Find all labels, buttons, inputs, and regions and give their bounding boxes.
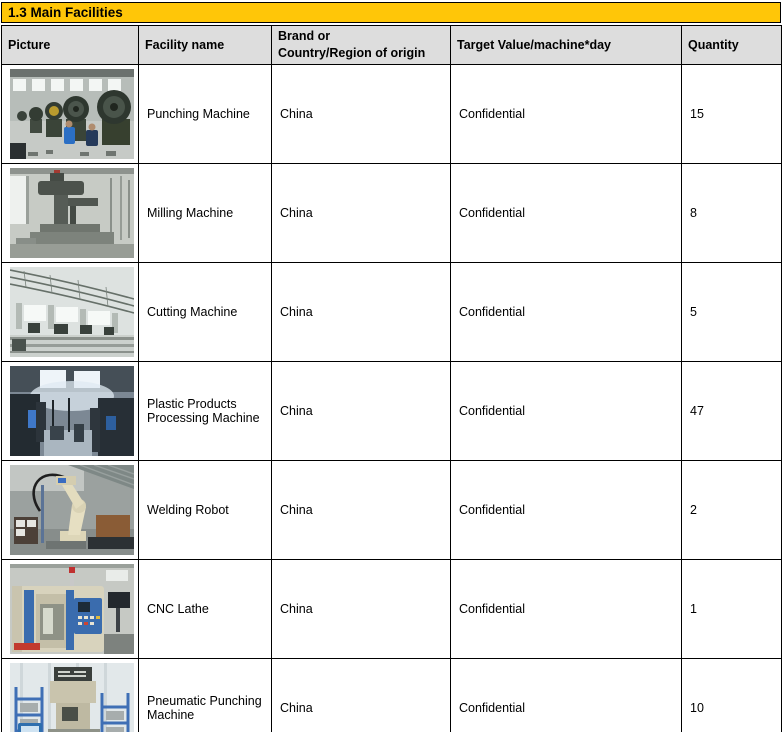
origin-cell: China — [272, 163, 451, 262]
origin-cell: China — [272, 262, 451, 361]
picture-cell — [2, 163, 139, 262]
table-row — [2, 658, 782, 732]
target-value-cell: Confidential — [451, 361, 682, 460]
origin-cell: China — [272, 361, 451, 460]
target-value-cell: Confidential — [451, 262, 682, 361]
table-row — [2, 262, 782, 361]
quantity-cell: 2 — [682, 460, 782, 559]
brand-origin-line1: Brand or — [278, 29, 331, 43]
table-row — [2, 163, 782, 262]
table-row — [2, 460, 782, 559]
picture-cell — [2, 64, 139, 163]
plastic-products-processing-machine-photo — [10, 366, 134, 456]
target-value-cell: Confidential — [451, 64, 682, 163]
section-title-bar — [1, 2, 781, 23]
punching-machine-photo — [10, 69, 134, 159]
facility-name-cell: Welding Robot — [139, 460, 272, 559]
target-value-cell: Confidential — [451, 163, 682, 262]
target-value-cell: Confidential — [451, 559, 682, 658]
quantity-cell: 1 — [682, 559, 782, 658]
header-row — [2, 26, 782, 65]
quantity-cell: 15 — [682, 64, 782, 163]
milling-machine-photo — [10, 168, 134, 258]
table-row — [2, 361, 782, 460]
quantity-cell: 5 — [682, 262, 782, 361]
target-value-cell: Confidential — [451, 658, 682, 732]
picture-cell — [2, 262, 139, 361]
picture-cell — [2, 460, 139, 559]
facility-name-cell: Plastic Products Processing Machine — [139, 361, 272, 460]
origin-cell: China — [272, 460, 451, 559]
pneumatic-punching-machine-photo — [10, 663, 134, 732]
table-row — [2, 559, 782, 658]
welding-robot-photo — [10, 465, 134, 555]
origin-cell: China — [272, 64, 451, 163]
facilities-table — [1, 25, 782, 732]
cutting-machine-photo — [10, 267, 134, 357]
picture-cell — [2, 559, 139, 658]
col-header-facility-name: Facility name — [139, 26, 272, 65]
quantity-cell: 47 — [682, 361, 782, 460]
brand-origin-line2: Country/Region of origin — [278, 45, 426, 60]
facility-name-cell: Cutting Machine — [139, 262, 272, 361]
picture-cell — [2, 658, 139, 732]
facility-name-cell: Punching Machine — [139, 64, 272, 163]
col-header-target-value: Target Value/machine*day — [451, 26, 682, 65]
origin-cell: China — [272, 658, 451, 732]
facility-name-cell: CNC Lathe — [139, 559, 272, 658]
col-header-picture: Picture — [2, 26, 139, 65]
facility-name-cell: Pneumatic Punching Machine — [139, 658, 272, 732]
origin-cell: China — [272, 559, 451, 658]
cnc-lathe-photo — [10, 564, 134, 654]
col-header-quantity: Quantity — [682, 26, 782, 65]
quantity-cell: 10 — [682, 658, 782, 732]
table-row — [2, 64, 782, 163]
section-title: 1.3 Main Facilities — [8, 5, 123, 20]
quantity-cell: 8 — [682, 163, 782, 262]
target-value-cell: Confidential — [451, 460, 682, 559]
col-header-brand-origin — [272, 26, 451, 65]
facility-name-cell: Milling Machine — [139, 163, 272, 262]
picture-cell — [2, 361, 139, 460]
